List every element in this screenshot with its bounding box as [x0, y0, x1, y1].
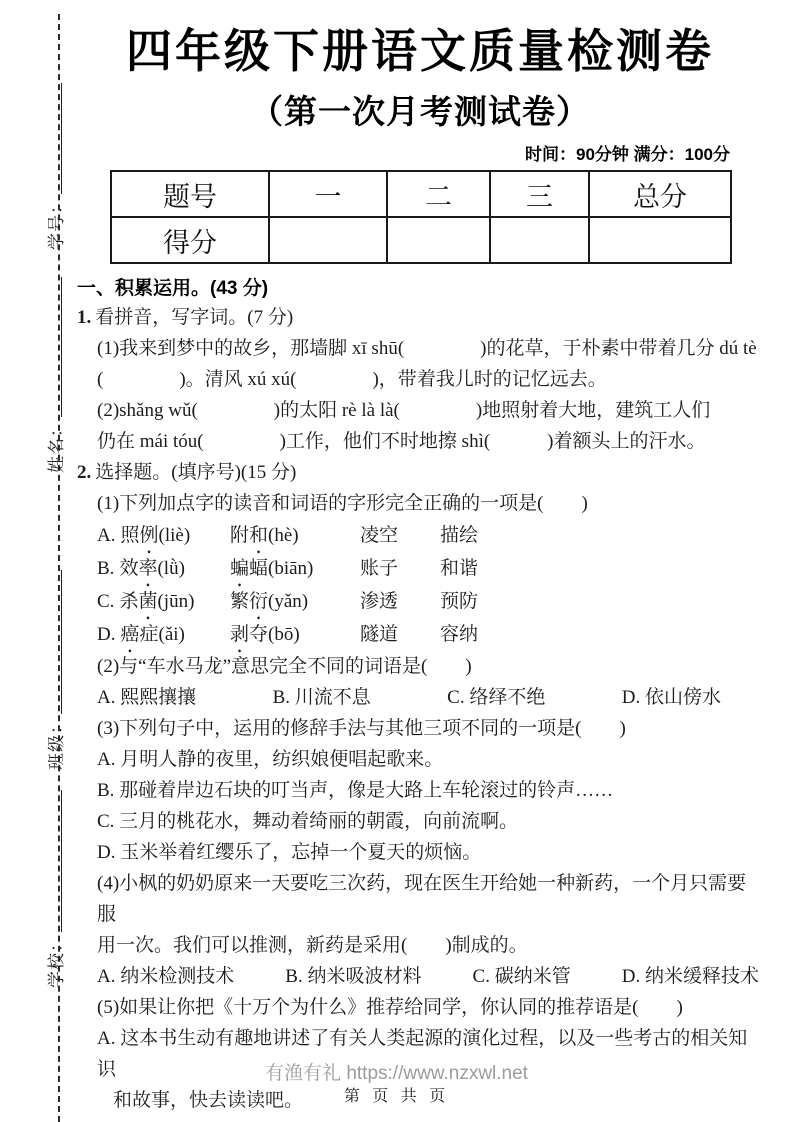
option-word: C. 杀菌(jūn) — [97, 585, 230, 618]
dotted-char: 衍 — [249, 591, 269, 612]
page-title: 四年级下册语文质量检测卷 — [126, 25, 714, 77]
school-write-line — [57, 790, 62, 932]
q2-3-option-line: C. 三月的桃花水，舞动着绮丽的朝霞，向前流啊。 — [97, 811, 519, 832]
exam-time-info: 时间：90分钟 满分：100分 — [525, 145, 730, 164]
option: D. 纳米缓释技术 — [621, 966, 759, 987]
q2-3-stem: (3)下列句子中，运用的修辞手法与其他三项不同的一项是( ) — [97, 718, 626, 739]
q2-stem — [77, 457, 763, 488]
score-cell-empty — [589, 217, 731, 263]
q2-5-option-line: A. 这本书生动有趣地讲述了有关人类起源的演化过程，以及一些考古的相关知识 — [97, 1028, 748, 1080]
footer-page-numbers: 第 页 共 页 — [343, 1088, 450, 1105]
option-word: 蝙蝠(biān) — [230, 552, 360, 585]
q1-line: ( )。清风 xú xú( )，带着我儿时的记忆远去。 — [97, 369, 607, 390]
option-word: 账子 — [360, 558, 399, 579]
dotted-char: 例 — [139, 525, 159, 546]
q1-line: (1)我来到梦中的故乡，那墙脚 xī shū( )的花草，于朴素中带着几分 dú tè — [97, 338, 757, 359]
score-table-header-cell: 总分 — [589, 171, 731, 217]
q2-4-line: 用一次。我们可以推测，新药是采用( )制成的。 — [97, 935, 528, 956]
score-table-header-cell: 二 — [387, 171, 490, 217]
option-word: 渗透 — [360, 591, 399, 612]
score-table — [110, 170, 732, 264]
dotted-char: 癌 — [120, 624, 140, 645]
q2-2-stem: (2)与“车水马龙”意思完全不同的词语是( ) — [97, 656, 472, 677]
score-cell-empty — [490, 217, 589, 263]
q2-3-option-line: B. 那碰着岸边石块的叮当声，像是大路上车轮滚过的铃声…… — [97, 780, 614, 801]
q2-1-option-row-a — [77, 519, 763, 552]
option-word: 描绘 — [440, 525, 479, 546]
option-word: 繁衍(yǎn) — [230, 585, 360, 618]
q2-4-options — [77, 961, 763, 992]
option: A. 纳米检测技术 — [97, 966, 235, 987]
score-table-header-cell: 三 — [490, 171, 589, 217]
q2-3-option-line: D. 玉米举着红缨乐了，忘掉一个夏天的烦恼。 — [97, 842, 482, 863]
dotted-char: 剥 — [230, 624, 250, 645]
page-subtitle: （第一次月考测试卷） — [250, 93, 590, 130]
class-write-line — [57, 570, 62, 714]
q2-4-line: (4)小枫的奶奶原来一天要吃三次药，现在医生开给她一种新药，一个月只需要服 — [97, 873, 747, 925]
dotted-char: 和 — [249, 525, 269, 546]
option-word: 隧道 — [360, 624, 399, 645]
student-id-write-line — [57, 83, 62, 194]
score-cell-empty — [269, 217, 387, 263]
q2-3-option-line: A. 月明人静的夜里，纺织娘便唱起歌来。 — [97, 749, 444, 770]
class-field — [42, 570, 64, 770]
option: C. 碳纳米管 — [472, 966, 571, 987]
option-word: 容纳 — [440, 624, 479, 645]
q1-line: 仍在 mái tóu( )工作，他们不时地擦 shì( )着额头上的汗水。 — [97, 431, 706, 452]
q1-text: 看拼音，写字词。(7 分) — [95, 307, 294, 328]
score-cell-empty — [387, 217, 490, 263]
footer-brand-url: 有渔有礼 https://www.nzxwl.net — [265, 1063, 528, 1084]
option-word: A. 照例(liè) — [97, 519, 230, 552]
option: C. 络绎不绝 — [447, 687, 546, 708]
option: D. 依山傍水 — [621, 687, 721, 708]
dotted-char: 率 — [138, 558, 158, 579]
score-table-header-row — [111, 171, 731, 217]
q2-5-stem: (5)如果让你把《十万个为什么》推荐给同学，你认同的推荐语是( ) — [97, 997, 683, 1018]
student-name-label: 姓名： — [47, 419, 66, 473]
option-word: 和谐 — [440, 558, 479, 579]
q1-number: 1. — [77, 307, 92, 328]
q2-1-option-row-d — [77, 618, 763, 651]
score-table-score-row — [111, 217, 731, 263]
q2-1-option-row-b — [77, 552, 763, 585]
page-footer — [0, 1062, 793, 1108]
student-id-label: 学号： — [47, 196, 66, 250]
paper-content — [77, 0, 763, 1116]
option: B. 纳米吸波材料 — [285, 966, 422, 987]
q1-stem — [77, 302, 763, 333]
q2-5-option-line: 和故事，快去读读吧。 — [113, 1090, 304, 1111]
q2-1-option-row-c — [77, 585, 763, 618]
option-word: 预防 — [440, 591, 479, 612]
dotted-char: 蝙 — [230, 558, 250, 579]
option-word: 附和(hè) — [230, 519, 360, 552]
q1-line: (2)shǎng wǔ( )的太阳 rè là là( )地照射着大地，建筑工人们 — [97, 400, 711, 421]
q2-text: 选择题。(填序号)(15 分) — [95, 462, 297, 483]
class-label: 班级： — [47, 716, 66, 770]
score-row-label: 得分 — [111, 217, 269, 263]
dotted-char: 菌 — [138, 591, 158, 612]
student-name-write-line — [57, 277, 62, 417]
q2-1-stem: (1)下列加点字的读音和词语的字形完全正确的一项是( ) — [97, 493, 588, 514]
q2-2-options — [77, 682, 763, 713]
q2-number: 2. — [77, 462, 92, 483]
score-table-header-cell: 题号 — [111, 171, 269, 217]
school-field — [42, 790, 64, 988]
option: B. 川流不息 — [272, 687, 371, 708]
option-word: D. 癌症(ǎi) — [97, 618, 230, 651]
student-id-field — [42, 83, 64, 250]
section1-heading: 一、积累运用。(43 分) — [77, 278, 269, 299]
option-word: B. 效率(lǜ) — [97, 552, 230, 585]
option: A. 熙熙攘攘 — [97, 687, 197, 708]
option-word: 剥夺(bō) — [230, 618, 360, 651]
school-label: 学校： — [47, 934, 66, 988]
score-table-header-cell: 一 — [269, 171, 387, 217]
student-name-field — [42, 277, 64, 473]
option-word: 凌空 — [360, 525, 399, 546]
